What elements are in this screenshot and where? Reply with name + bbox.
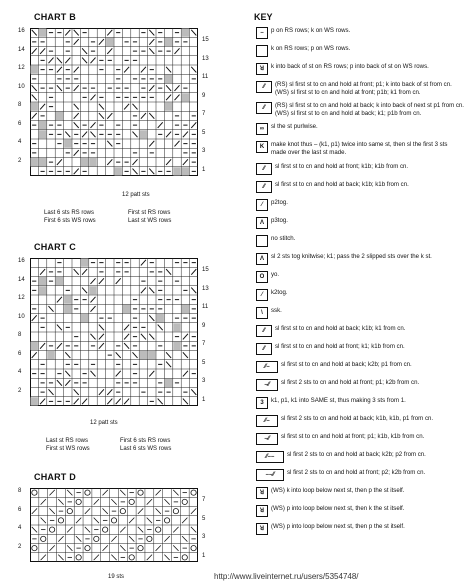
chart-b-repeat-label: 12 patt sts <box>122 192 150 198</box>
row-number-right: 11 <box>202 304 209 311</box>
row-number-right: 13 <box>202 55 209 62</box>
key-description: sl first st to cn and hold at front; k1; k1b from cn. <box>275 342 405 350</box>
key-symbol-icon: 3 <box>256 397 268 409</box>
key-item <box>256 45 464 57</box>
chart-b-left-label-1: Last 6 sts RS rows <box>44 210 95 216</box>
chart-b-grid <box>30 28 198 176</box>
key-description: p on RS rows; k on WS rows. <box>271 27 351 34</box>
key-item <box>256 199 464 211</box>
row-number-left: 10 <box>18 83 25 90</box>
key-description: sl first st to cn and hold at back; k2b; p1 from cn. <box>281 360 412 368</box>
chart-c-right-label-1: First 6 sts RS rows <box>120 438 171 444</box>
key-description: sl first 2 sts to cn and hold at back; k2b; p2 from cn. <box>287 450 426 458</box>
key-symbol-icon: ⁄⁄ <box>256 181 272 193</box>
key-title: KEY <box>254 12 273 22</box>
row-number-right: 5 <box>202 359 206 366</box>
key-symbol-icon: \ <box>256 307 268 319</box>
row-number-left: 8 <box>18 488 22 494</box>
row-number-right: 5 <box>202 129 206 136</box>
chart-c-left-label-2: First st WS rows <box>46 446 90 452</box>
key-symbol-icon: Λ <box>256 217 268 229</box>
key-symbol-icon: O <box>256 271 268 283</box>
row-number-left: 4 <box>18 139 22 145</box>
key-symbol-icon <box>256 235 268 247</box>
key-item <box>256 433 464 445</box>
row-number-right: 3 <box>202 378 206 385</box>
row-number-right: 7 <box>202 341 206 348</box>
key-symbol-icon: ––⁄⁄ <box>256 469 284 481</box>
key-item <box>256 469 464 481</box>
key-item <box>256 217 464 229</box>
key-symbol-icon: ⁄ <box>256 289 268 301</box>
key-item <box>256 379 464 391</box>
key-item <box>256 523 464 535</box>
row-number-right: 1 <box>202 552 206 559</box>
key-symbol-icon: ⁄⁄ <box>256 102 272 114</box>
row-number-left: 12 <box>18 65 25 71</box>
key-item <box>256 505 464 517</box>
chart-c-svg <box>30 258 198 406</box>
key-item <box>256 27 464 39</box>
key-description: sl first st to cn and hold at front; p1; k1b, k1b from cn. <box>281 432 425 440</box>
key-description: sl first st to cn and hold at back; k1b; k1b from cn. <box>275 180 409 188</box>
key-description: k on RS rows; p on WS rows. <box>271 45 351 52</box>
key-item <box>256 235 464 247</box>
row-number-left: 6 <box>18 120 22 127</box>
row-number-left: 8 <box>18 332 22 338</box>
chart-d-grid <box>30 488 198 562</box>
key-symbol-icon: ꓤ <box>256 505 268 517</box>
key-symbol-icon: ꓤ <box>256 63 268 75</box>
key-item <box>256 325 464 337</box>
row-number-left: 8 <box>18 102 22 108</box>
key-description: sl first 2 sts to cn and hold at back; k1b, k1b, p1 from cn. <box>281 414 434 422</box>
key-description: yo. <box>271 270 280 278</box>
key-item <box>256 343 464 355</box>
key-symbol-icon: ∞ <box>256 123 268 135</box>
key-item <box>256 397 464 409</box>
key-item <box>256 163 464 175</box>
key-symbol-icon: ꓤ <box>256 487 268 499</box>
row-number-right: 13 <box>202 285 209 292</box>
key-description: sl first st to cn and hold at back; k1b; k1 from cn. <box>275 324 406 332</box>
key-symbol-icon: ⁄⁄– <box>256 415 278 427</box>
key-symbol-icon: ⁄⁄ <box>256 81 272 93</box>
key-item <box>256 289 464 301</box>
key-item <box>256 271 464 283</box>
row-number-right: 9 <box>202 92 206 99</box>
row-number-right: 9 <box>202 322 206 329</box>
chart-b-right-label-1: First st RS rows <box>128 210 171 216</box>
key-symbol-icon <box>256 45 268 57</box>
key-description: make knot thus – (k1, p1) twice into same st, then sl the first 3 sts made over the last st made. <box>271 141 448 156</box>
key-symbol-icon: ⁄⁄–– <box>256 451 284 463</box>
key-description: k1, p1, k1 into SAME st, thus making 3 sts from 1. <box>271 396 406 404</box>
watermark-url: http://www.liveinternet.ru/users/5354748/ <box>214 572 359 581</box>
key-item <box>256 487 464 499</box>
chart-d-title: CHART D <box>34 472 76 482</box>
key-item <box>256 63 464 75</box>
key-item <box>256 102 464 117</box>
row-number-left: 12 <box>18 295 25 301</box>
chart-b-title: CHART B <box>34 12 76 22</box>
row-number-left: 16 <box>18 258 25 264</box>
row-number-right: 1 <box>202 396 206 403</box>
chart-d-svg <box>30 488 198 562</box>
row-number-left: 2 <box>18 387 22 394</box>
chart-c-grid <box>30 258 198 406</box>
key-item <box>256 181 464 193</box>
key-item <box>256 141 464 156</box>
row-number-right: 1 <box>202 166 206 173</box>
key-symbol-icon: ⁄⁄– <box>256 361 278 373</box>
key-description: no stitch. <box>271 234 296 242</box>
key-item <box>256 361 464 373</box>
row-number-left: 14 <box>18 276 25 283</box>
row-number-right: 15 <box>202 267 209 274</box>
row-number-right: 15 <box>202 37 209 44</box>
key-item <box>256 415 464 427</box>
row-number-left: 10 <box>18 313 25 320</box>
key-symbol-icon: Λ <box>256 253 268 265</box>
row-number-right: 3 <box>202 148 206 155</box>
row-number-left: 2 <box>18 543 22 550</box>
key-symbol-icon: – <box>256 27 268 39</box>
row-number-left: 16 <box>18 28 25 34</box>
key-description: sl first 2 sts to cn and hold at front; p1; k2b from cn. <box>281 378 420 386</box>
row-number-left: 6 <box>18 506 22 513</box>
key-description: (RS) sl first st to cn and hold at back; k into back of next st p1 from cn. (WS) sl first st to cn and hold at back; k1; p1b from cn. <box>275 102 464 117</box>
key-description: (RS) sl first st to cn and hold at front; p1; k into back of st from cn. (WS) sl first st to cn and hold at front; p1b; k1 from cn. <box>275 81 452 96</box>
key-item <box>256 253 464 265</box>
key-description: sl the st purlwise. <box>271 123 318 131</box>
key-item <box>256 451 464 463</box>
row-number-right: 3 <box>202 534 206 541</box>
key-description: sl first 2 sts to cn and hold at front; p2; k2b from cn. <box>287 468 426 476</box>
row-number-right: 11 <box>202 74 209 81</box>
row-number-left: 4 <box>18 369 22 375</box>
key-description: p3tog. <box>271 216 288 224</box>
key-symbol-icon: K <box>256 141 268 153</box>
key-symbol-icon: ⁄ <box>256 199 268 211</box>
key-description: sl first st to cn and hold at front; k1b; k1b from cn. <box>275 162 409 170</box>
key-symbol-icon: –⁄⁄ <box>256 379 278 391</box>
key-list <box>256 27 464 541</box>
chart-b-svg <box>30 28 198 176</box>
key-symbol-icon: ꓤ <box>256 523 268 535</box>
row-number-left: 4 <box>18 525 22 531</box>
chart-c-left-label-1: Last st RS rows <box>46 438 89 444</box>
key-symbol-icon: –⁄⁄ <box>256 433 278 445</box>
key-symbol-icon: ⁄⁄ <box>256 325 272 337</box>
row-number-left: 6 <box>18 350 22 357</box>
row-number-right: 7 <box>202 497 206 504</box>
key-description: (WS) p into loop below next st, then k the st itself. <box>271 504 405 512</box>
chart-d-repeat-label: 19 sts <box>108 574 125 580</box>
chart-b-right-label-2: Last st WS rows <box>128 218 172 224</box>
chart-c-repeat-label: 12 patt sts <box>90 420 118 426</box>
key-description: (WS) k into loop below next st, then p the st itself. <box>271 486 405 494</box>
key-symbol-icon: ⁄⁄ <box>256 343 272 355</box>
key-item <box>256 307 464 319</box>
key-description: (WS) p into loop below next st, then p the st itself. <box>271 522 405 530</box>
key-description: k into back of st on RS rows; p into back of st on WS rows. <box>271 63 429 70</box>
row-number-left: 2 <box>18 157 22 164</box>
key-description: k2tog. <box>271 288 288 296</box>
key-item <box>256 81 464 96</box>
chart-b-left-label-2: First 6 sts WS rows <box>44 218 96 224</box>
key-description: sl 2 sts tog knitwise; k1; pass the 2 slipped sts over the k st. <box>271 252 432 260</box>
key-description: p2tog. <box>271 198 288 206</box>
row-number-right: 5 <box>202 515 206 522</box>
chart-c-right-label-2: Last 6 sts WS rows <box>120 446 172 452</box>
key-symbol-icon: ⁄⁄ <box>256 163 272 175</box>
chart-c-title: CHART C <box>34 242 76 252</box>
row-number-left: 14 <box>18 46 25 53</box>
key-item <box>256 123 464 135</box>
key-description: ssk. <box>271 306 282 314</box>
row-number-right: 7 <box>202 111 206 118</box>
